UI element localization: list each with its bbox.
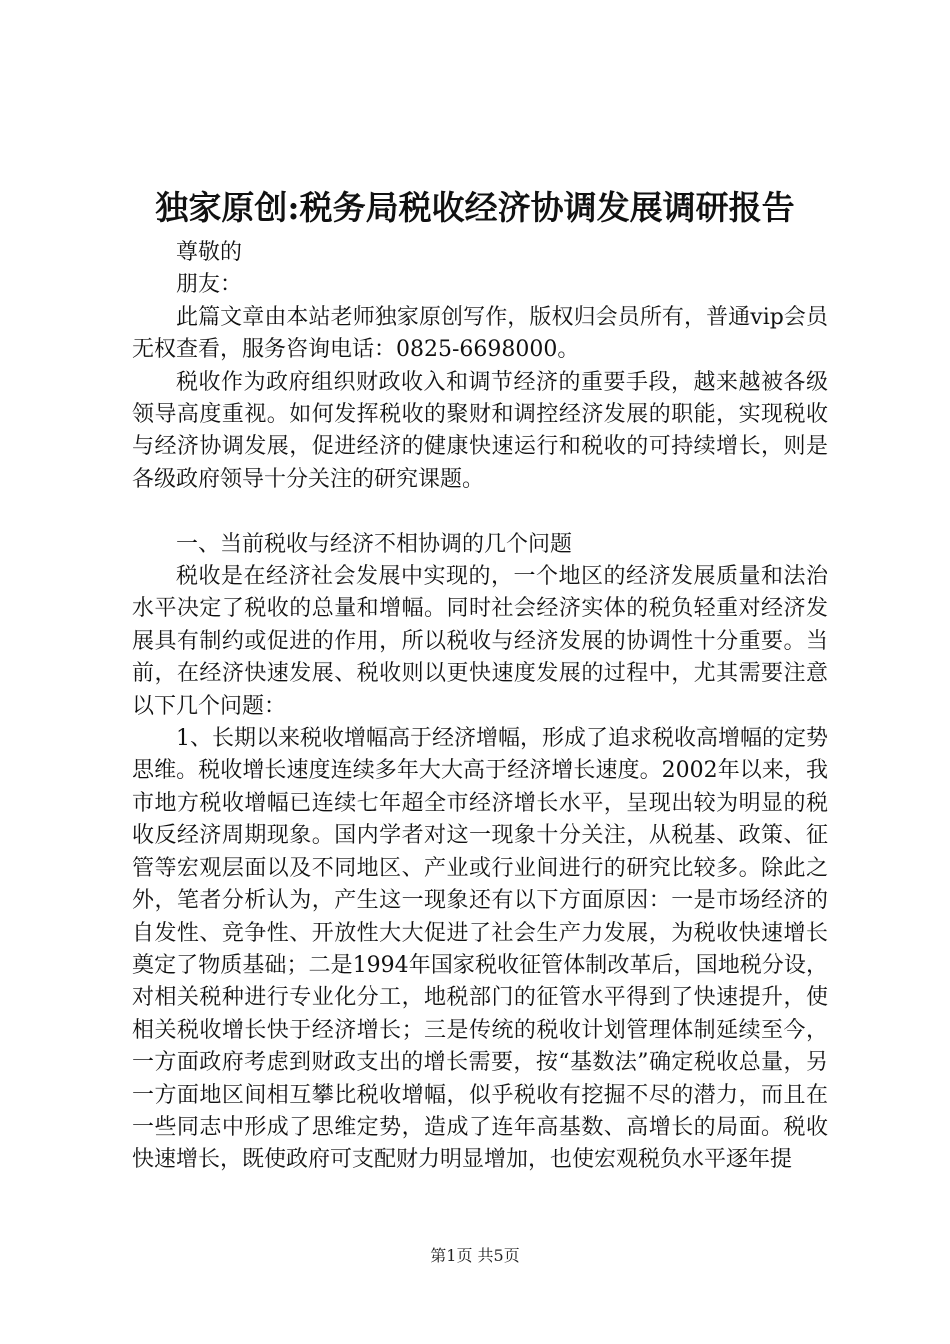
salutation-line: 朋友： xyxy=(176,272,243,298)
document-title: 独家原创:税务局税收经济协调发展调研报告 xyxy=(155,188,795,227)
salutation-line: 尊敬的 xyxy=(176,240,243,265)
section-heading: 一、当前税收与经济不相协调的几个问题 xyxy=(176,531,573,557)
body-paragraph: 税收作为政府组织财政收入和调节经济的重要手段，越来越被各级领导高度重视。如何发挥税收的聚财和调控经济发展的职能，实现税收与经济协调发展，促进经济的健康快速运行和税收的可持续增长，则是各级政府领导十分关注的研究课题。 xyxy=(132,369,828,492)
document-body xyxy=(132,237,828,1177)
body-paragraph: 1、长期以来税收增幅高于经济增幅，形成了追求税收高增幅的定势思维。税收增长速度连续多年大大高于经济增长速度。2002年以来，我市地方税收增幅已连续七年超全市经济增长水平，呈现出较为明显的税收反经济周期现象。国内学者对这一现象十分关注，从税基、政策、征管等宏观层面以及不同地区、产业或行业间进行的研究比较多。除此之外，笔者分析认为，产生这一现象还有以下方面原因：一是市场经济的自发性、竞争性、开放性大大促进了社会生产力发展，为税收快速增长奠定了物质基础；二是1994年国家税收征管体制改革后，国地税分设，对相关税种进行专业化分工，地税部门的征管水平得到了快速提升，使相关税收增长快于经济增长；三是传统的税收计划管理体制延续至今，一方面政府考虑到财政支出的增长需要，按“基数法”确定税收总量，另一方面地区间相互攀比税收增幅，似乎税收有挖掘不尽的潜力，而且在一些同志中形成了思维定势，造成了连年高基数、高增长的局面。税收快速增长，既使政府可支配财力明显增加，也使宏观税负水平逐年提 xyxy=(132,726,828,1173)
body-paragraph: 税收是在经济社会发展中实现的，一个地区的经济发展质量和法治水平决定了税收的总量和增幅。同时社会经济实体的税负轻重对经济发展具有制约或促进的作用，所以税收与经济发展的协调性十分重要。当前，在经济快速发展、税收则以更快速度发展的过程中，尤其需要注意以下几个问题： xyxy=(132,564,828,719)
body-paragraph: 此篇文章由本站老师独家原创写作，版权归会员所有，普通vip会员无权查看，服务咨询电话：0825-6698000。 xyxy=(132,304,828,363)
page-number: 第1页 共5页 xyxy=(430,1246,520,1265)
